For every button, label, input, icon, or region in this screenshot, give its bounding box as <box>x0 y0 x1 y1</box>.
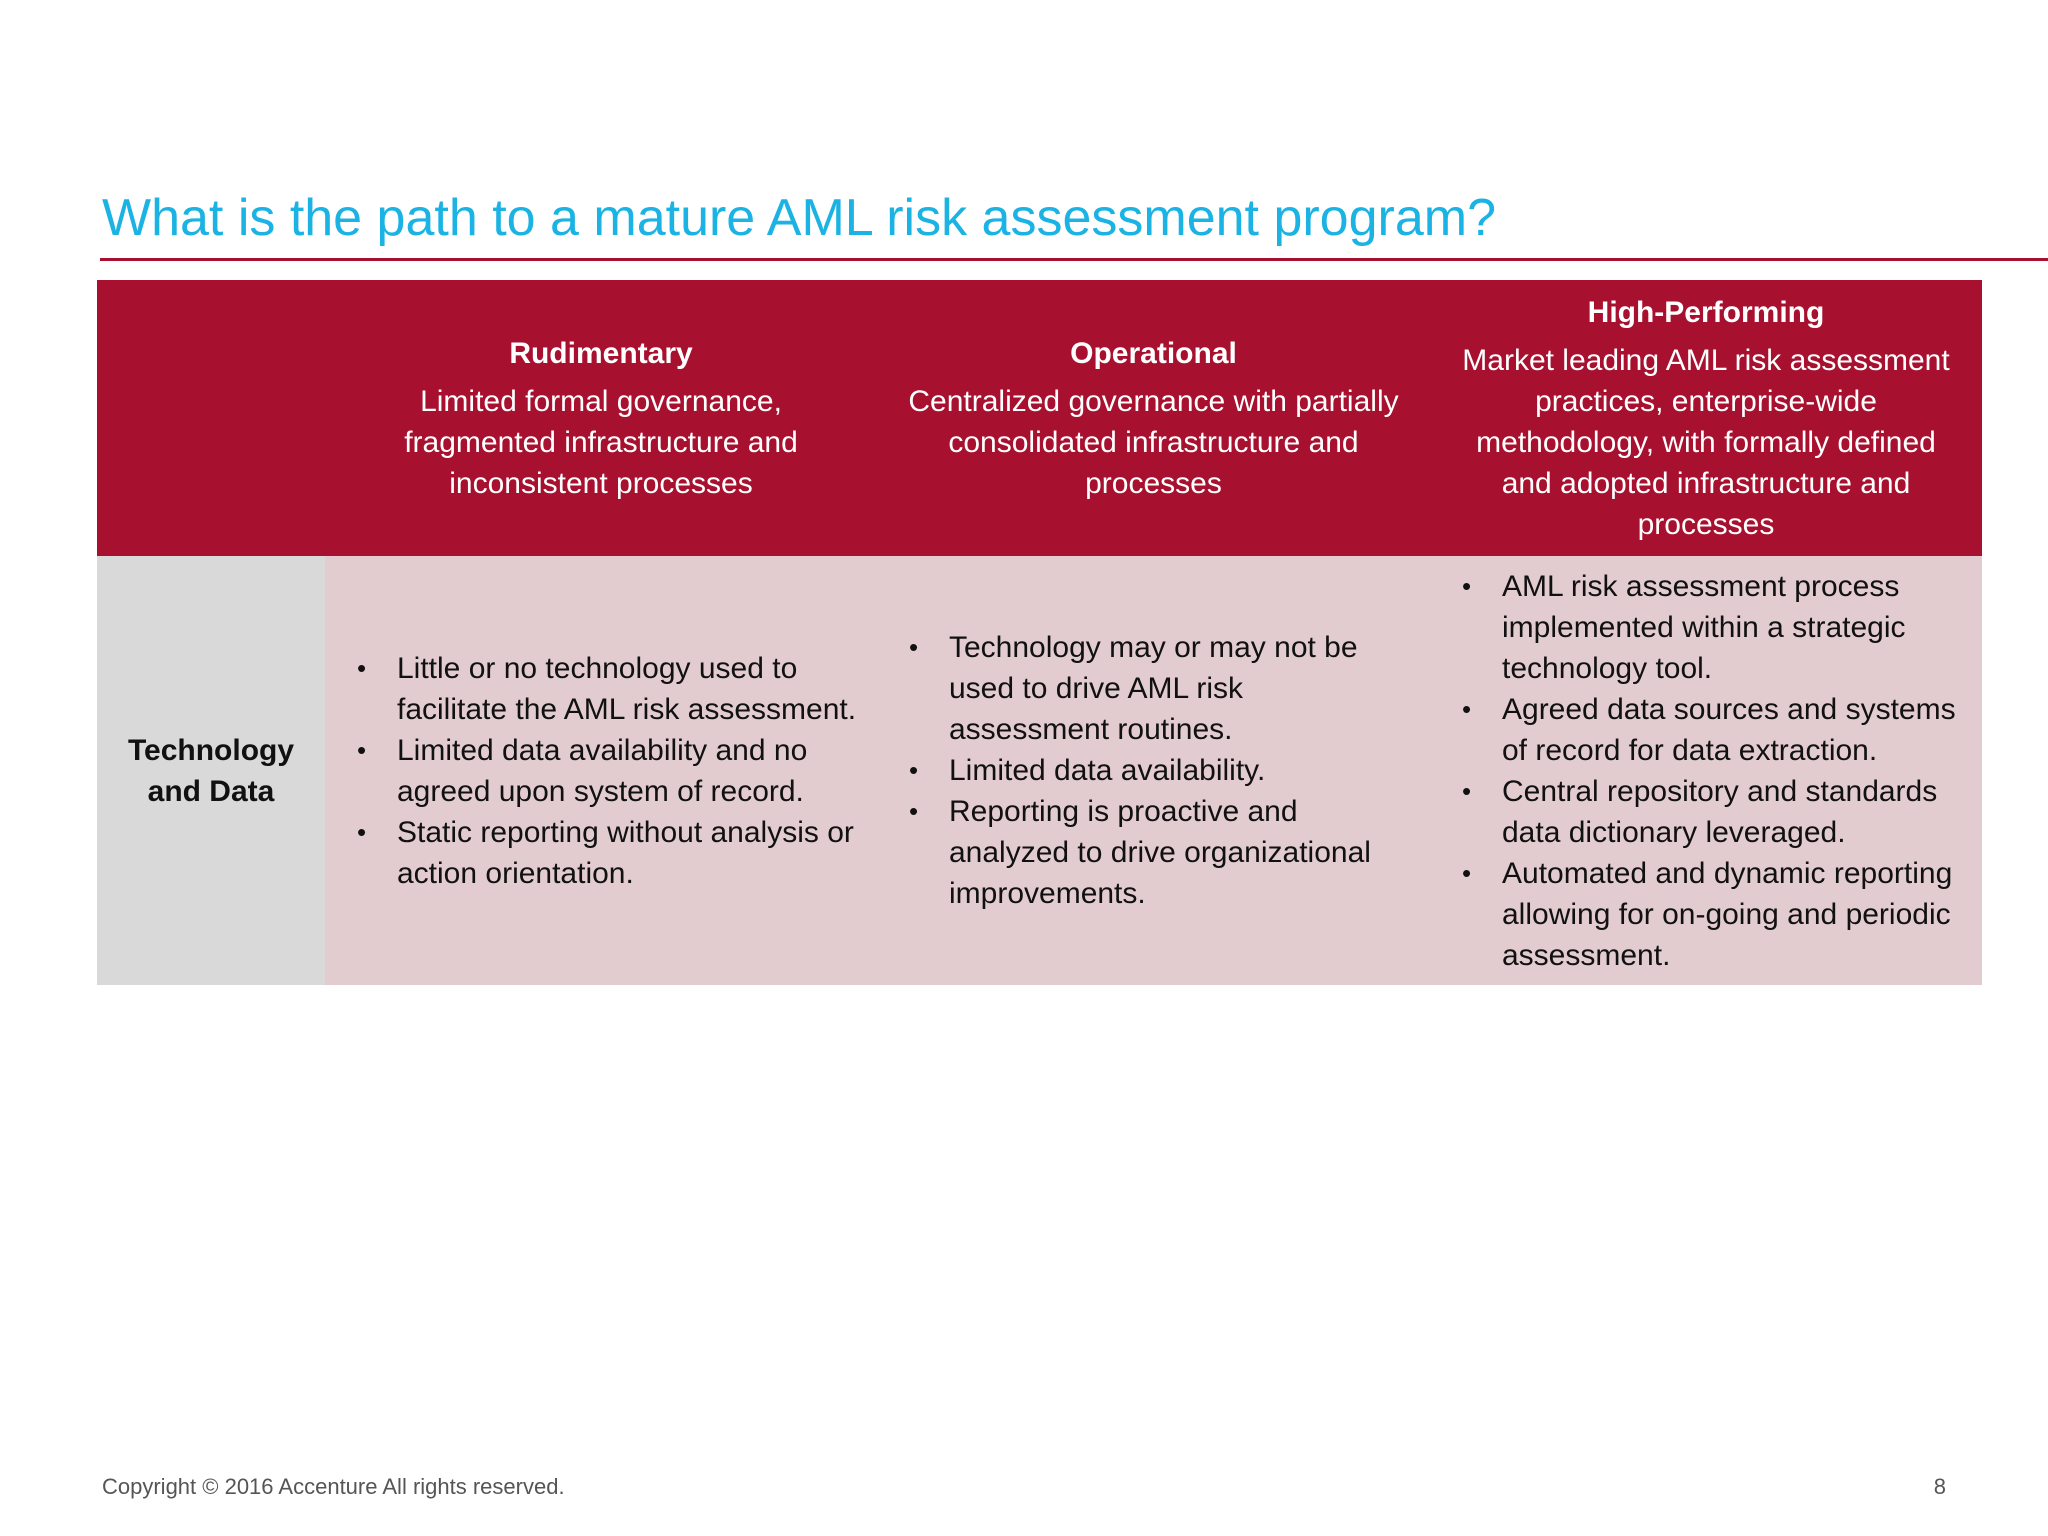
bullet-icon: • <box>1462 693 1472 724</box>
list-item-text: Static reporting without analysis or action orientation. <box>397 815 854 890</box>
title-divider <box>100 258 2048 261</box>
bullet-list <box>909 627 1410 914</box>
column-description: Centralized governance with partially consolidated infrastructure and processes <box>908 384 1399 500</box>
column-description: Market leading AML risk assessment practices, enterprise-wide methodology, with formally defined and adopted infrastructure and processes <box>1462 343 1950 541</box>
copyright-footer: Copyright © 2016 Accenture All rights reserved. <box>102 1474 565 1499</box>
list-item-text: Limited data availability. <box>949 754 1266 787</box>
bullet-icon: • <box>357 652 367 683</box>
list-item <box>1462 689 1962 771</box>
cell-high-performing <box>1430 556 1982 985</box>
page-number: 8 <box>1933 1474 1946 1499</box>
column-description: Limited formal governance, fragmented infrastructure and inconsistent processes <box>404 384 798 500</box>
header-rudimentary <box>325 280 877 556</box>
bullet-icon: • <box>1462 857 1472 888</box>
bullet-list <box>1462 566 1962 976</box>
list-item <box>909 627 1410 750</box>
list-item-text: Central repository and standards data dictionary leveraged. <box>1502 774 1938 849</box>
list-item-text: Reporting is proactive and analyzed to drive organizational improvements. <box>949 795 1371 910</box>
list-item-text: AML risk assessment process implemented within a strategic technology tool. <box>1502 569 1906 685</box>
list-item <box>357 730 857 812</box>
column-title: Rudimentary <box>509 336 693 370</box>
list-item-text: Agreed data sources and systems of record for data extraction. <box>1502 692 1956 767</box>
cell-rudimentary <box>325 556 877 985</box>
column-title: High-Performing <box>1587 295 1825 329</box>
list-item-text: Little or no technology used to facilitate the AML risk assessment. <box>397 651 857 726</box>
column-title: Operational <box>1070 336 1237 370</box>
list-item <box>909 750 1410 791</box>
bullet-icon: • <box>357 816 367 847</box>
list-item <box>1462 771 1962 853</box>
bullet-list <box>357 648 857 894</box>
page-title: What is the path to a mature AML risk assessment program? <box>102 189 1496 247</box>
list-item <box>1462 566 1962 689</box>
cell-operational <box>877 556 1430 985</box>
bullet-icon: • <box>909 796 919 826</box>
row-label-technology-and-data: Technology and Data <box>97 556 325 985</box>
list-item <box>909 791 1410 914</box>
header-high-performing <box>1430 280 1982 556</box>
bullet-icon: • <box>1462 775 1472 806</box>
list-item <box>357 812 857 894</box>
list-item-text: Technology may or may not be used to drive AML risk assessment routines. <box>949 631 1358 746</box>
list-item-text: Automated and dynamic reporting allowing for on-going and periodic assessment. <box>1502 856 1953 972</box>
list-item <box>1462 853 1962 976</box>
bullet-icon: • <box>1462 570 1472 601</box>
header-operational <box>877 280 1430 556</box>
bullet-icon: • <box>909 755 919 785</box>
list-item-text: Limited data availability and no agreed upon system of record. <box>397 733 808 808</box>
list-item <box>357 648 857 730</box>
header-corner-cell <box>97 280 325 556</box>
bullet-icon: • <box>357 734 367 765</box>
maturity-table <box>97 280 1982 985</box>
bullet-icon: • <box>909 632 919 662</box>
